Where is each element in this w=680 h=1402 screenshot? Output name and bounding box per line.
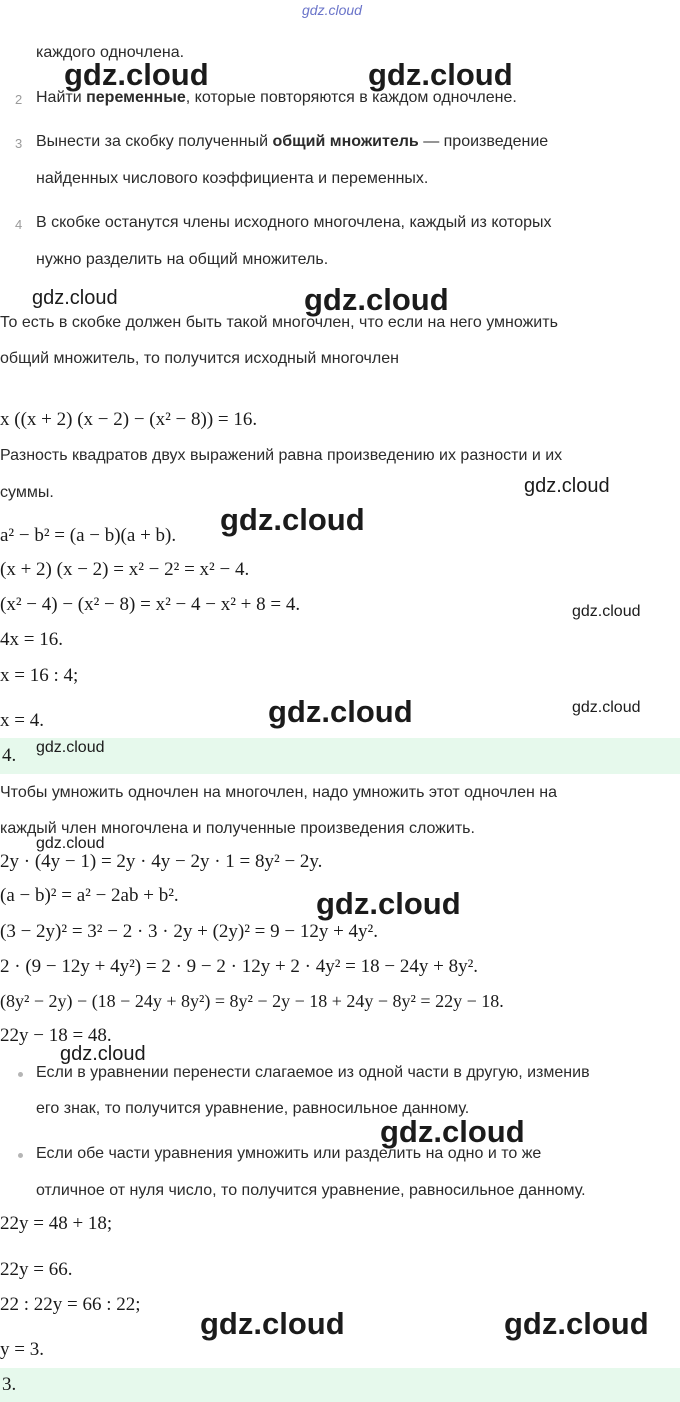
equation-line: (x + 2) (x − 2) = x² − 2² = x² − 4. bbox=[0, 559, 250, 580]
rule-text: Чтобы умножить одночлен на многочлен, надо умножить этот одночлен на bbox=[0, 784, 557, 801]
equation-line: (3 − 2y)² = 3² − 2 · 3 · 2y + (2y)² = 9 − 12y + 4y². bbox=[0, 921, 379, 942]
equation-line: 4x = 16. bbox=[0, 629, 63, 650]
step-2-text: Найти переменные, которые повторяются в каждом одночлене. bbox=[36, 89, 517, 106]
step-2-number: 2 bbox=[15, 92, 23, 107]
bullet-item-text-line2: отличное от нуля число, то получится уравнение, равносильное данному. bbox=[36, 1182, 586, 1199]
equation-line: 2 · (9 − 12y + 4y²) = 2 · 9 − 2 · 12y + 2 · 4y² = 18 − 24y + 8y². bbox=[0, 956, 479, 977]
rule-text-line2: каждый член многочлена и полученные произведения сложить. bbox=[0, 820, 475, 837]
watermark: gdz.cloud bbox=[36, 739, 105, 756]
step-4-text-line2: нужно разделить на общий множитель. bbox=[36, 251, 329, 268]
equation-line: (x² − 4) − (x² − 8) = x² − 4 − x² + 8 = 4. bbox=[0, 594, 301, 615]
bullet-dot bbox=[18, 1072, 23, 1077]
equation-line: 22y = 66. bbox=[0, 1259, 73, 1280]
equation-line: 2y · (4y − 1) = 2y · 4y − 2y · 1 = 8y² − 2y. bbox=[0, 851, 323, 872]
header-watermark: gdz.cloud bbox=[302, 2, 362, 18]
bullet-dot bbox=[18, 1153, 23, 1158]
equation-line: (8y² − 2y) − (18 − 24y + 8y²) = 8y² − 2y − 18 + 24y − 8y² = 22y − 18. bbox=[0, 991, 504, 1011]
watermark: gdz.cloud bbox=[316, 886, 461, 921]
watermark: gdz.cloud bbox=[304, 282, 449, 317]
equation-line: 22y = 48 + 18; bbox=[0, 1213, 113, 1234]
task-number: 4. bbox=[2, 745, 17, 766]
bullet-item-text: Если обе части уравнения умножить или разделить на одно и то же bbox=[36, 1145, 542, 1162]
watermark: gdz.cloud bbox=[504, 1306, 649, 1341]
equation: x ((x + 2) (x − 2) − (x² − 8)) = 16. bbox=[0, 409, 258, 430]
equation-line: x = 16 : 4; bbox=[0, 665, 79, 686]
equation-line: y = 3. bbox=[0, 1339, 44, 1360]
watermark: gdz.cloud bbox=[524, 475, 610, 497]
watermark: gdz.cloud bbox=[200, 1306, 345, 1341]
watermark: gdz.cloud bbox=[572, 603, 641, 620]
watermark: gdz.cloud bbox=[268, 694, 413, 729]
step-4-number: 4 bbox=[15, 217, 23, 232]
bullet-item-text: Если в уравнении перенести слагаемое из одной части в другую, изменив bbox=[36, 1064, 590, 1081]
equation-line: 22y − 18 = 48. bbox=[0, 1025, 112, 1046]
watermark: gdz.cloud bbox=[36, 835, 105, 852]
step-3-number: 3 bbox=[15, 136, 23, 151]
equation-line: (a − b)² = a² − 2ab + b². bbox=[0, 885, 179, 906]
rule-text-line2: суммы. bbox=[0, 484, 54, 501]
task-number-band bbox=[0, 1368, 680, 1402]
step-4-text: В скобке останутся члены исходного многочлена, каждый из которых bbox=[36, 214, 552, 231]
rule-text: Разность квадратов двух выражений равна произведению их разности и их bbox=[0, 447, 563, 464]
watermark: gdz.cloud bbox=[572, 699, 641, 716]
watermark: gdz.cloud bbox=[380, 1114, 525, 1149]
equation-line: 22 : 22y = 66 : 22; bbox=[0, 1294, 141, 1315]
watermark: gdz.cloud bbox=[32, 287, 118, 309]
task-number: 3. bbox=[2, 1374, 17, 1395]
explanation-text: То есть в скобке должен быть такой многочлен, что если на него умножить bbox=[0, 314, 558, 331]
step-3-text-line2: найденных числового коэффициента и переменных. bbox=[36, 170, 429, 187]
watermark: gdz.cloud bbox=[64, 57, 209, 92]
equation-line: x = 4. bbox=[0, 710, 44, 731]
watermark: gdz.cloud bbox=[60, 1043, 146, 1065]
equation-line: a² − b² = (a − b)(a + b). bbox=[0, 525, 177, 546]
bullet-item-text-line2: его знак, то получится уравнение, равносильное данному. bbox=[36, 1100, 470, 1117]
watermark: gdz.cloud bbox=[368, 57, 513, 92]
watermark: gdz.cloud bbox=[220, 502, 365, 537]
step-1-tail: каждого одночлена. bbox=[36, 44, 185, 61]
explanation-text-line2: общий множитель, то получится исходный многочлен bbox=[0, 350, 399, 367]
step-3-text: Вынести за скобку полученный общий множитель — произведение bbox=[36, 133, 549, 150]
